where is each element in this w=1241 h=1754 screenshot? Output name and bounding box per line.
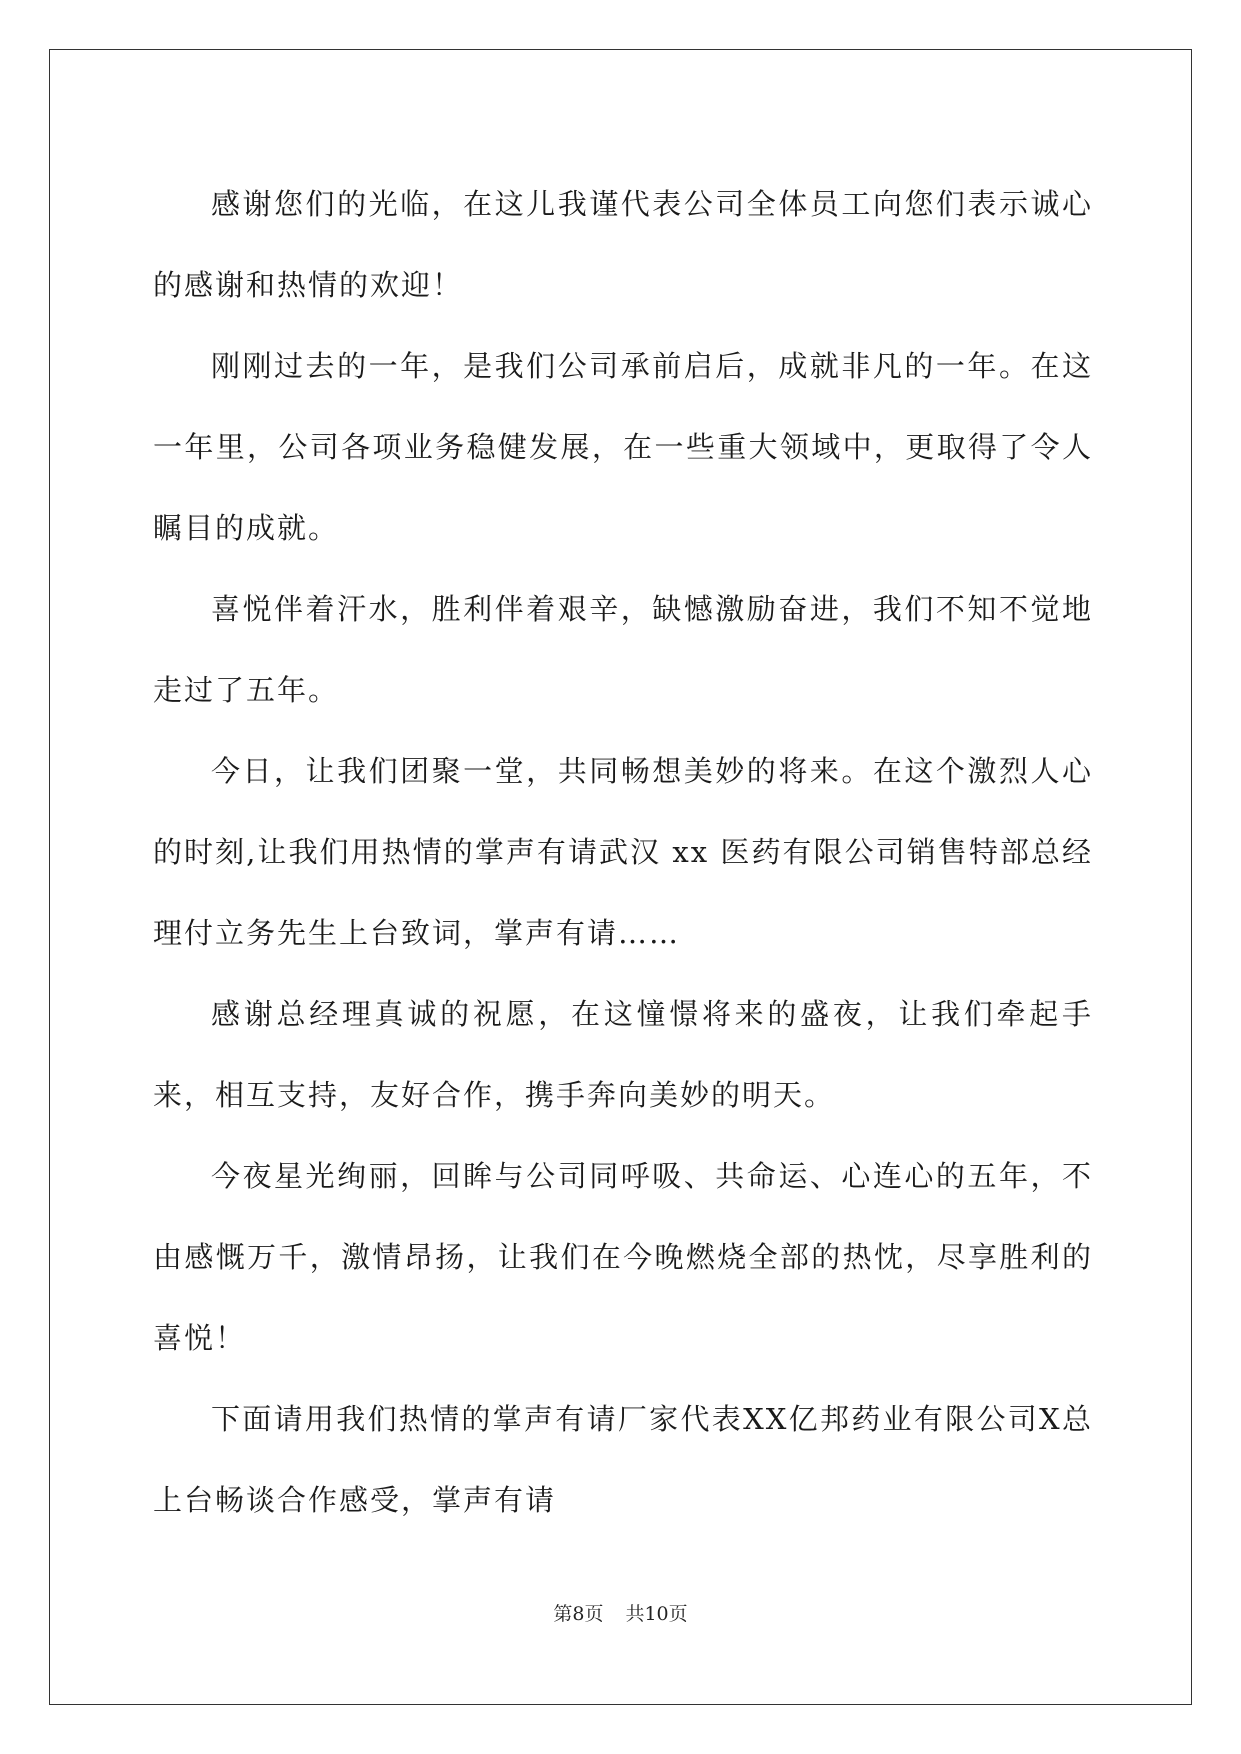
paragraph-5: 感谢总经理真诚的祝愿，在这憧憬将来的盛夜，让我们牵起手来，相互支持，友好合作，携手奔向美妙的明天。 <box>153 997 1093 1112</box>
page-number: 第8页 <box>553 1603 604 1625</box>
paragraph-3: 喜悦伴着汗水，胜利伴着艰辛，缺憾激励奋进，我们不知不觉地走过了五年。 <box>153 592 1093 707</box>
page-total: 共10页 <box>625 1603 688 1625</box>
paragraph-6: 今夜星光绚丽，回眸与公司同呼吸、共命运、心连心的五年，不由感慨万千，激情昂扬，让我们在今晚燃烧全部的热忱，尽享胜利的喜悦！ <box>153 1159 1093 1355</box>
paragraph-7: 下面请用我们热情的掌声有请厂家代表XX亿邦药业有限公司X总上台畅谈合作感受，掌声有请 <box>153 1402 1093 1517</box>
paragraph-2: 刚刚过去的一年，是我们公司承前启后，成就非凡的一年。在这一年里，公司各项业务稳健发展，在一些重大领域中，更取得了令人瞩目的成就。 <box>153 349 1093 545</box>
paragraph-1: 感谢您们的光临，在这儿我谨代表公司全体员工向您们表示诚心的感谢和热情的欢迎！ <box>153 187 1093 302</box>
document-body <box>153 164 1093 1541</box>
paragraph-4: 今日，让我们团聚一堂，共同畅想美妙的将来。在这个激烈人心的时刻,让我们用热情的掌声有请武汉 xx 医药有限公司销售特部总经理付立务先生上台致词，掌声有请…… <box>153 754 1093 950</box>
page-footer <box>0 1599 1241 1626</box>
